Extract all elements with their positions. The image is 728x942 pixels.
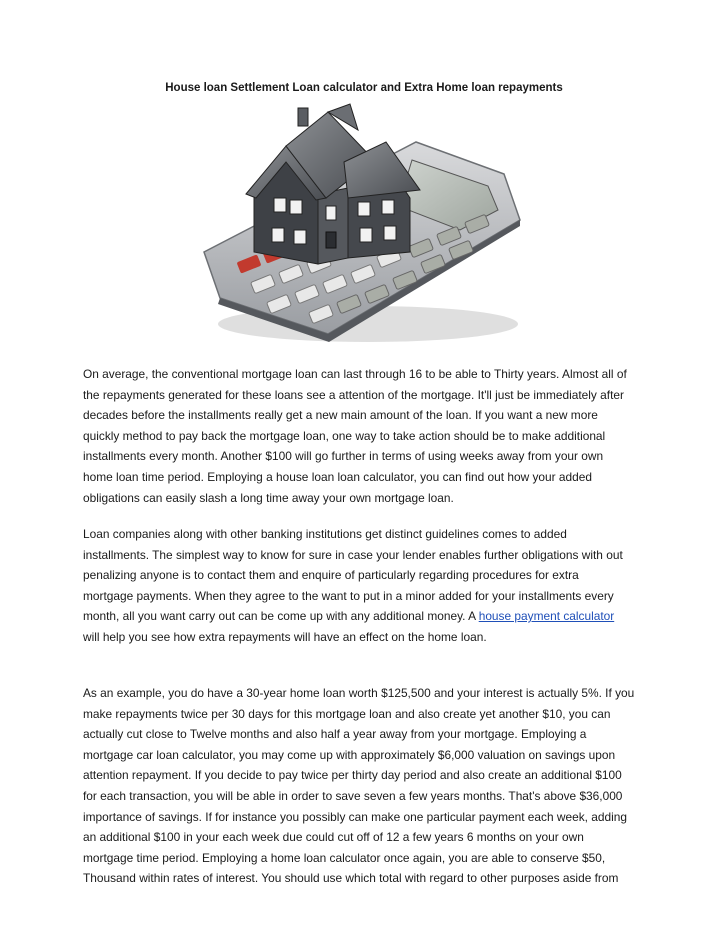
paragraph-3-line: mortgage car loan calculator, you may come up with approximately $6,000 valuation on savings upon: [83, 747, 616, 762]
paragraph-3-line: an additional $100 in your each week due could cut off of 12 a few years 6 months on your own: [83, 830, 584, 845]
paragraph-3-line: importance of savings. If for instance you possibly can make one particular payment each week, adding: [83, 809, 627, 824]
paragraph-1-line: the repayments generated for these loans see a attention of the mortgage. It'll just be immediately after: [83, 387, 624, 402]
paragraph-3-line: mortgage time period. Employing a home loan calculator once again, you are able to conserve $50,: [83, 850, 606, 865]
paragraph-1-line: On average, the conventional mortgage loan can last through 16 to be able to Thirty years. Almost all of: [83, 367, 627, 381]
paragraph-2-line: Loan companies along with other banking institutions get distinct guidelines comes to added: [83, 527, 567, 541]
document-title: House loan Settlement Loan calculator and Extra Home loan repayments: [165, 82, 563, 94]
model-house: [246, 104, 420, 264]
paragraph-3-line: for each transaction, you will be able in order to save seven a few years months. That's above $36,000: [83, 788, 623, 803]
house-payment-calculator-link[interactable]: house payment calculator: [478, 609, 615, 624]
paragraph-2-line: will help you see how extra repayments will have an effect on the home loan.: [83, 629, 487, 644]
paragraph-1-line: decades before the installments really get a new main amount of the loan. If you want a new more: [83, 408, 598, 423]
house-calculator-image: [198, 102, 530, 354]
paragraph-1-line: obligations can easily slash a long time away your own mortgage loan.: [83, 490, 454, 505]
paragraph-3-line: attention repayment. If you decide to pay twice per thirty day period and also create an additional $100: [83, 768, 622, 783]
paragraph-2-line: installments. The simplest way to know for sure in case your lender enables further obligations with out: [83, 547, 623, 562]
paragraph-1-line: home loan time period. Employing a house loan loan calculator, you can find out how your added: [83, 469, 592, 484]
paragraph-2-line: penalizing anyone is to contact them and enquire of particularly regarding procedures for extra: [83, 568, 579, 583]
paragraph-3-line: actually cut close to Twelve months and also half a year away from your mortgage. Employing a: [83, 727, 587, 742]
paragraph-2-line-with-link: [83, 606, 648, 627]
paragraph-3-line: Thousand within rates of interest. You should use which total with regard to other purposes aside from: [83, 871, 619, 886]
paragraph-2-line-text: month, all you want carry out can be come up with any additional money. A: [83, 609, 479, 624]
paragraph-2: [83, 524, 648, 648]
paragraph-3-line: make repayments twice per 30 days for this mortgage loan and also create yet another $10, you can: [83, 706, 611, 721]
paragraph-3: [83, 683, 648, 889]
paragraph-1-line: quickly method to pay back the mortgage loan, one way to take action should be to make additional: [83, 428, 606, 443]
paragraph-1: [83, 364, 648, 508]
paragraph-2-line: mortgage payments. When they agree to the want to put in a minor added for your installments every: [83, 588, 614, 603]
paragraph-3-line: As an example, you do have a 30-year home loan worth $125,500 and your interest is actually 5%. If you: [83, 686, 635, 700]
paragraph-1-line: installments every month. Another $100 will go further in terms of using weeks away from your own: [83, 449, 604, 464]
